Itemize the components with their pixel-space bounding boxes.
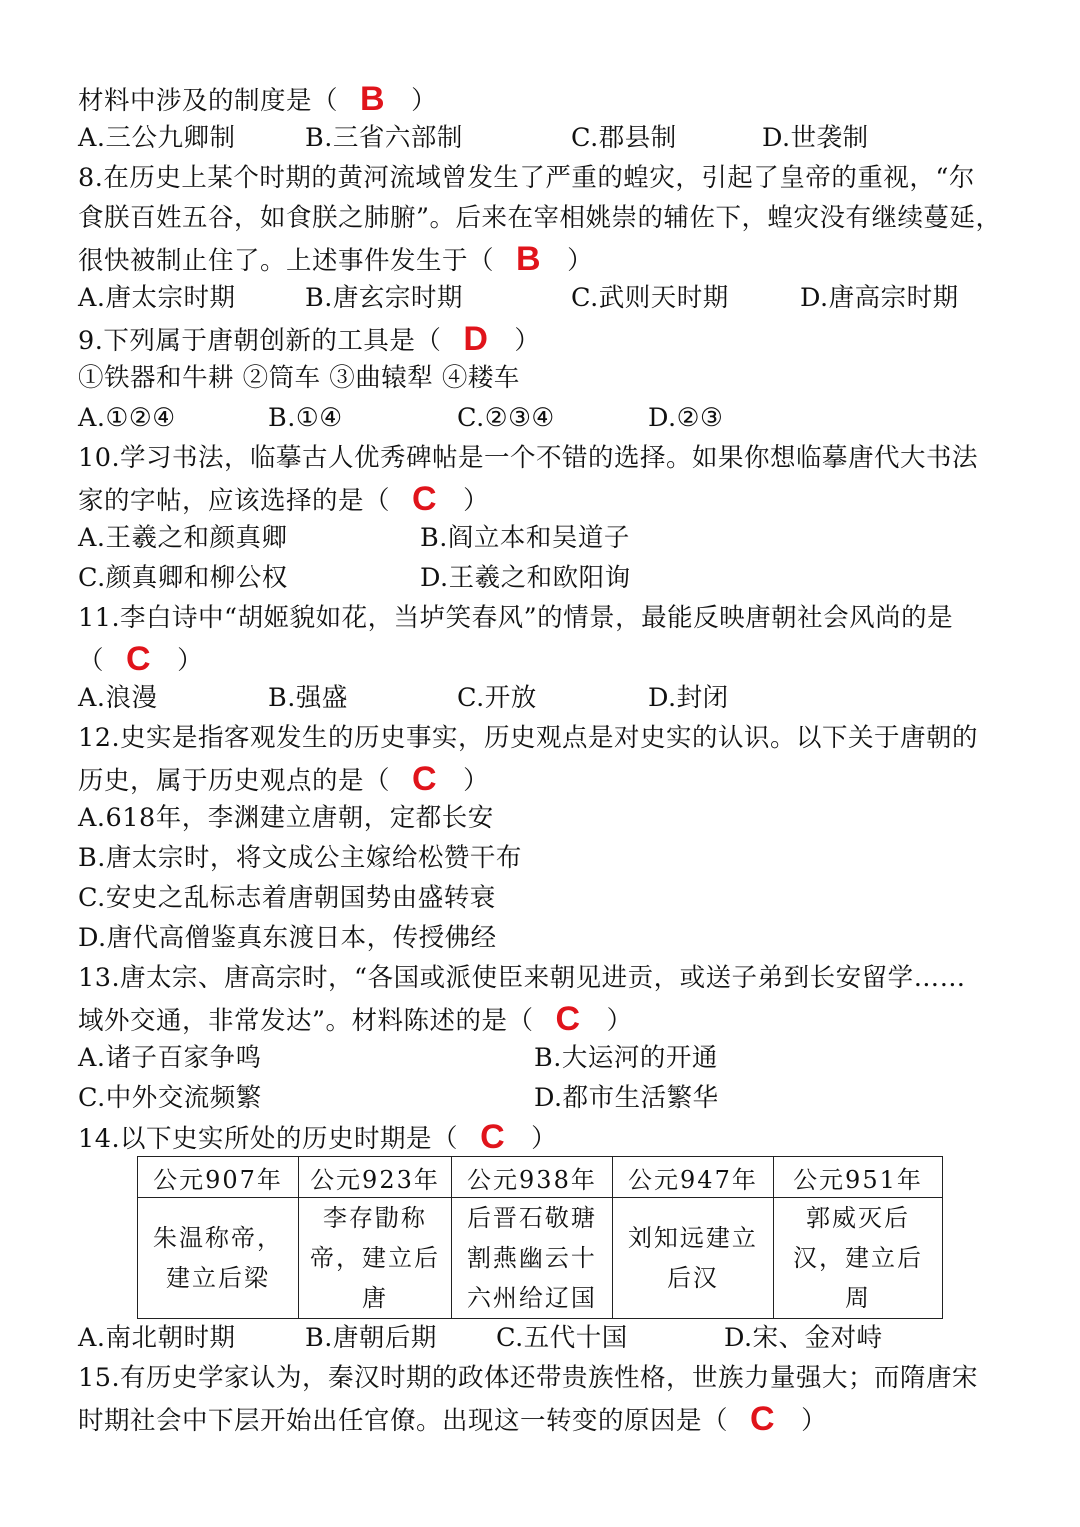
table-cell-907 [138,1198,299,1319]
q10-line2: 家的字帖，应该选择的是（ [78,486,391,516]
q13-line1: 13.唐太宗、唐高宗时，“各国或派使臣来朝见进贡，或送子弟到长安留学…… [78,963,966,993]
q10-option-a: A.王羲之和颜真卿 [78,523,288,553]
q13-close: ） [606,1006,633,1036]
table-cell-947 [612,1198,773,1319]
q7-option-d: D.世袭制 [762,123,869,153]
q12-option-a: A.618年，李渊建立唐朝，定都长安 [78,803,494,833]
q12-option-b: B.唐太宗时，将文成公主嫁给松赞干布 [78,843,522,873]
q10-line2-row [78,478,489,518]
table-cell-text: 周 [844,1284,871,1312]
q13-answer: C [555,1000,581,1038]
table-header-938: 公元938年 [451,1157,612,1198]
q9-answer: D [463,320,489,358]
q10-close: ） [463,486,490,516]
q15-line2: 时期社会中下层开始出任官僚。出现这一转变的原因是（ [78,1406,729,1436]
q14-option-a: A.南北朝时期 [78,1323,236,1353]
q10-answer: C [412,480,438,518]
q10-option-c: C.颜真卿和柳公权 [78,563,288,593]
q9-close: ） [514,326,541,356]
table-cell-951 [773,1198,942,1319]
q12-option-d: D.唐代高僧鉴真东渡日本，传授佛经 [78,923,497,953]
q11-option-b: B.强盛 [268,683,348,713]
table-header-row [138,1157,943,1198]
q13-line2: 域外交通，非常发达”。材料陈述的是（ [78,1006,534,1036]
q12-line2: 历史，属于历史观点的是（ [78,766,391,796]
table-header-907: 公元907年 [138,1157,299,1198]
table-cell-text: 刘知远建立 [627,1224,758,1252]
history-timeline-table [137,1156,943,1319]
table-header-923: 公元923年 [299,1157,452,1198]
q13-line2-row [78,998,633,1038]
q11-option-d: D.封闭 [648,683,729,713]
q9-option-a: A.①②④ [78,403,176,433]
q8-answer: B [516,240,542,278]
q11-answer-row [78,638,203,678]
table-cell-text: 汉，建立后 [792,1244,923,1272]
q8-line3-row [78,238,593,278]
q7-close: ） [411,86,438,116]
q14-option-c: C.五代十国 [496,1323,628,1353]
q11-close: ） [177,646,204,676]
table-header-947: 公元947年 [612,1157,773,1198]
q7-option-b: B.三省六部制 [305,123,463,153]
table-cell-text: 六州给辽国 [466,1284,597,1312]
table-cell-938 [451,1198,612,1319]
table-cell-text: 帝，建立后 [309,1244,440,1272]
q15-close: ） [801,1406,828,1436]
table-row [138,1198,943,1319]
q7-option-a: A.三公九卿制 [78,123,236,153]
q13-option-d: D.都市生活繁华 [534,1083,719,1113]
q11-option-a: A.浪漫 [78,683,158,713]
q14-answer: C [480,1118,506,1156]
q15-line1: 15.有历史学家认为，秦汉时期的政体还带贵族性格，世族力量强大；而隋唐宋 [78,1363,979,1393]
q14-stem-line [78,1116,557,1156]
q15-line2-row [78,1398,827,1438]
q8-close: ） [567,246,594,276]
q8-option-d: D.唐高宗时期 [800,283,959,313]
q13-option-c: C.中外交流频繁 [78,1083,262,1113]
q14-close: ） [531,1124,558,1154]
q9-stem-line [78,318,540,358]
q8-line3: 很快被制止住了。上述事件发生于（ [78,246,495,276]
q14-option-d: D.宋、金对峙 [724,1323,883,1353]
q9-items: ①铁器和牛耕 ②筒车 ③曲辕犁 ④耧车 [78,363,520,393]
q10-line1: 10.学习书法，临摹古人优秀碑帖是一个不错的选择。如果你想临摹唐代大书法 [78,443,979,473]
table-cell-text: 李存勖称 [322,1204,427,1232]
q11-open: （ [78,646,105,676]
q12-option-c: C.安史之乱标志着唐朝国势由盛转衰 [78,883,496,913]
q9-option-d: D.②③ [648,403,724,433]
table-cell-text: 后晋石敬瑭 [466,1204,597,1232]
q8-line2: 食朕百姓五谷，如食朕之肺腑”。后来在宰相姚崇的辅佐下，蝗灾没有继续蔓延， [78,203,1002,233]
q10-option-b: B.阎立本和吴道子 [420,523,630,553]
q8-option-a: A.唐太宗时期 [78,283,236,313]
table-cell-text: 割燕幽云十 [466,1244,597,1272]
q9-option-c: C.②③④ [457,403,555,433]
q8-option-b: B.唐玄宗时期 [305,283,463,313]
table-cell-text: 朱温称帝， [153,1224,283,1252]
q8-option-c: C.武则天时期 [571,283,729,313]
table-cell-923 [299,1198,452,1319]
q12-close: ） [463,766,490,796]
q7-stem-line [78,78,437,118]
table-cell-text: 后汉 [666,1264,719,1292]
q12-answer: C [412,760,438,798]
q14-option-b: B.唐朝后期 [305,1323,437,1353]
q12-line1: 12.史实是指客观发生的历史事实，历史观点是对史实的认识。以下关于唐朝的 [78,723,979,753]
q13-option-a: A.诸子百家争鸣 [78,1043,262,1073]
table-cell-text: 唐 [361,1284,388,1312]
q14-stem: 14.以下史实所处的历史时期是（ [78,1124,459,1154]
q13-option-b: B.大运河的开通 [534,1043,718,1073]
q11-option-c: C.开放 [457,683,537,713]
table-cell-text: 建立后梁 [166,1264,270,1292]
q9-stem: 9.下列属于唐朝创新的工具是（ [78,326,442,356]
q10-option-d: D.王羲之和欧阳询 [420,563,631,593]
q11-answer: C [126,640,152,678]
q7-answer: B [360,80,386,118]
q15-answer: C [750,1400,776,1438]
q7-stem: 材料中涉及的制度是（ [78,86,339,116]
table-header-951: 公元951年 [773,1157,942,1198]
q11-line1: 11.李白诗中“胡姬貌如花，当垆笑春风”的情景，最能反映唐朝社会风尚的是 [78,603,954,633]
q9-option-b: B.①④ [268,403,343,433]
q12-line2-row [78,758,489,798]
q8-line1: 8.在历史上某个时期的黄河流域曾发生了严重的蝗灾，引起了皇帝的重视，“尔 [78,163,975,193]
q7-option-c: C.郡县制 [571,123,677,153]
table-cell-text: 郭威灭后 [805,1204,910,1232]
